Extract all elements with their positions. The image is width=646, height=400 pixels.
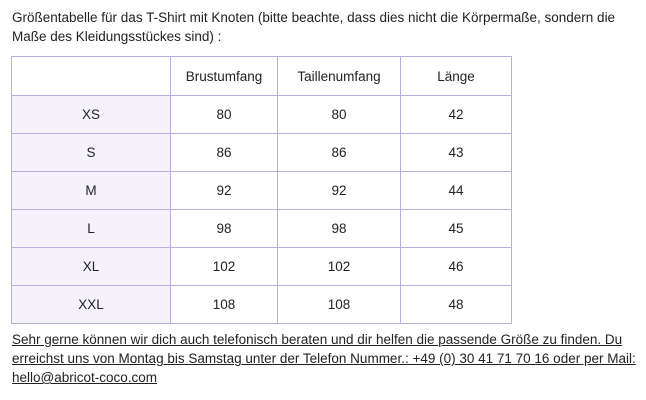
taillenumfang-value: 92 [278,172,401,210]
table-header-row [12,57,512,96]
taillenumfang-value: 108 [278,286,401,324]
table-row [12,96,512,134]
laenge-value: 45 [401,210,512,248]
laenge-value: 44 [401,172,512,210]
taillenumfang-value: 102 [278,248,401,286]
table-row [12,172,512,210]
brustumfang-value: 86 [171,134,278,172]
size-table [11,56,512,324]
brustumfang-value: 102 [171,248,278,286]
brustumfang-value: 98 [171,210,278,248]
laenge-value: 48 [401,286,512,324]
taillenumfang-value: 86 [278,134,401,172]
contact-note: Sehr gerne können wir dich auch telefonisch beraten und dir helfen die passende Größe zu finden. Du erreichst uns von Montag bis Samstag unter der Telefon Nummer.: +49 (0) 30 41 71 70 16 oder per Mail: hello@abricot-coco.com [12,332,636,385]
taillenumfang-value: 98 [278,210,401,248]
header-laenge: Länge [401,57,512,96]
size-label: XL [12,248,171,286]
table-row [12,286,512,324]
size-label: M [12,172,171,210]
intro-text: Größentabelle für das T-Shirt mit Knoten (bitte beachte, dass dies nicht die Körpermaße, sondern die Maße des Kleidungsstückes sind) : [12,10,616,44]
size-label: XS [12,96,171,134]
brustumfang-value: 92 [171,172,278,210]
table-row [12,248,512,286]
table-row [12,134,512,172]
laenge-value: 46 [401,248,512,286]
brustumfang-value: 80 [171,96,278,134]
laenge-value: 43 [401,134,512,172]
header-empty [12,57,171,96]
header-brustumfang: Brustumfang [171,57,278,96]
brustumfang-value: 108 [171,286,278,324]
header-taillenumfang: Taillenumfang [278,57,401,96]
size-label: S [12,134,171,172]
size-label: L [12,210,171,248]
laenge-value: 42 [401,96,512,134]
table-row [12,210,512,248]
taillenumfang-value: 80 [278,96,401,134]
size-label: XXL [12,286,171,324]
